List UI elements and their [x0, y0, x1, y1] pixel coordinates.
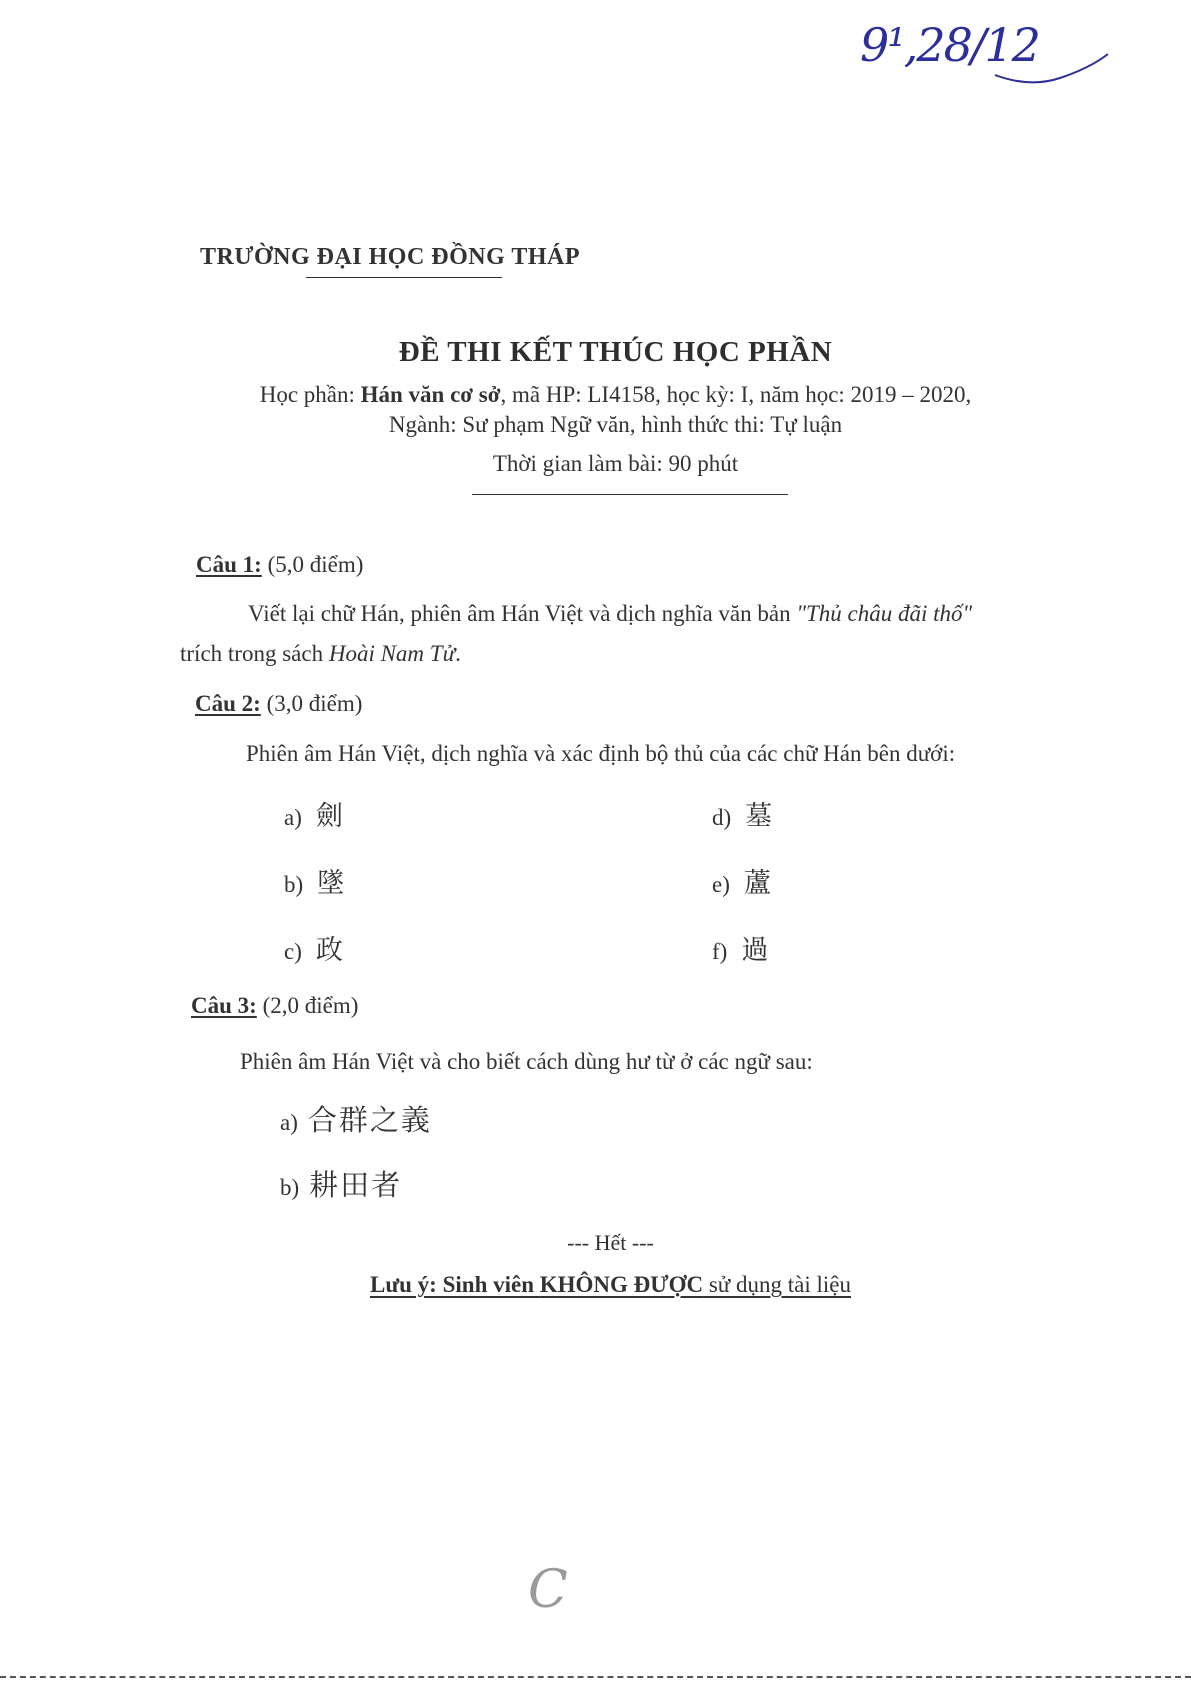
course-prefix: Học phần:: [259, 382, 361, 407]
exam-duration: Thời gian làm bài: 90 phút: [492, 451, 739, 476]
q2-item-key: a): [284, 805, 302, 830]
q2-instruction: Phiên âm Hán Việt, dịch nghĩa và xác định bộ thủ của các chữ Hán bên dưới:: [246, 741, 956, 766]
q3-label: Câu 3:: [191, 993, 257, 1018]
exam-course-line: [0, 382, 1191, 408]
course-suffix: , mã HP: LI4158, học kỳ: I, năm học: 2019 – 2020,: [500, 382, 972, 407]
q3-points: (2,0 điểm): [256, 993, 359, 1018]
q2-item-f: [712, 928, 768, 967]
school-name: TRƯỜNG ĐẠI HỌC ĐỒNG THÁP: [200, 244, 581, 270]
q3-item-key: a): [280, 1110, 298, 1135]
exam-title: ĐỀ THI KẾT THÚC HỌC PHẦN: [398, 336, 833, 368]
q3-item-a: [280, 1098, 432, 1139]
q2-item-key: c): [284, 939, 302, 964]
exam-major-line: Ngành: Sư phạm Ngữ văn, hình thức thi: Tự luận: [388, 412, 843, 437]
note-prefix: Lưu ý: Sinh viên: [370, 1272, 540, 1297]
handwritten-annotation: 9¹,28/12: [860, 18, 1039, 72]
q1-text-line1: [248, 601, 972, 627]
q3-heading: [191, 993, 358, 1019]
note-suffix: sử dụng tài liệu: [703, 1272, 851, 1297]
q2-label: Câu 2:: [195, 691, 261, 716]
q1-heading: [196, 552, 363, 578]
q2-item-char: 劍: [315, 801, 343, 832]
q2-item-char: 墓: [745, 801, 773, 832]
handwritten-flourish: [990, 40, 1110, 90]
q2-item-key: d): [712, 805, 732, 830]
end-marker: --- Hết ---: [567, 1230, 654, 1255]
note-emph: KHÔNG ĐƯỢC: [539, 1272, 704, 1297]
q1-text-line2-start: trích trong sách: [180, 641, 329, 666]
exam-note: [0, 1272, 1191, 1298]
q2-heading: [195, 691, 362, 717]
title-divider: [472, 494, 788, 495]
q1-points: (5,0 điểm): [261, 552, 364, 577]
q3-instruction: Phiên âm Hán Việt và cho biết cách dùng hư từ ở các ngữ sau:: [240, 1049, 813, 1074]
q2-item-e: [712, 861, 771, 900]
q3-item-b: [280, 1163, 402, 1204]
course-name: Hán văn cơ sở: [360, 382, 501, 407]
q1-text-start: Viết lại chữ Hán, phiên âm Hán Việt và dịch nghĩa văn bản: [248, 601, 797, 626]
q1-text-book: Hoài Nam Tử: [328, 641, 456, 666]
q2-item-char: 過: [741, 935, 769, 966]
q2-item-char: 蘆: [743, 868, 771, 899]
q2-item-a: [284, 794, 343, 833]
q2-points: (3,0 điểm): [260, 691, 363, 716]
q1-text-line2: [180, 641, 461, 667]
q2-item-c: [284, 928, 343, 967]
q2-item-char: 墜: [317, 868, 345, 899]
q2-item-char: 政: [315, 935, 343, 966]
q1-label: Câu 1:: [196, 552, 262, 577]
q2-item-b: [284, 861, 344, 900]
page-mark: C: [528, 1560, 568, 1620]
q2-item-d: [712, 794, 772, 833]
q1-text-end: .: [455, 641, 461, 666]
q1-text-title: "Thủ châu đãi thố": [796, 601, 973, 626]
school-underline: [306, 277, 502, 278]
bottom-border: [0, 1676, 1191, 1678]
q3-item-phrase: 耕田者: [309, 1168, 403, 1202]
q2-item-key: b): [284, 872, 304, 897]
q3-item-phrase: 合群之義: [307, 1103, 432, 1137]
q2-item-key: e): [712, 872, 730, 897]
q3-item-key: b): [280, 1175, 300, 1200]
q2-item-key: f): [712, 939, 728, 964]
